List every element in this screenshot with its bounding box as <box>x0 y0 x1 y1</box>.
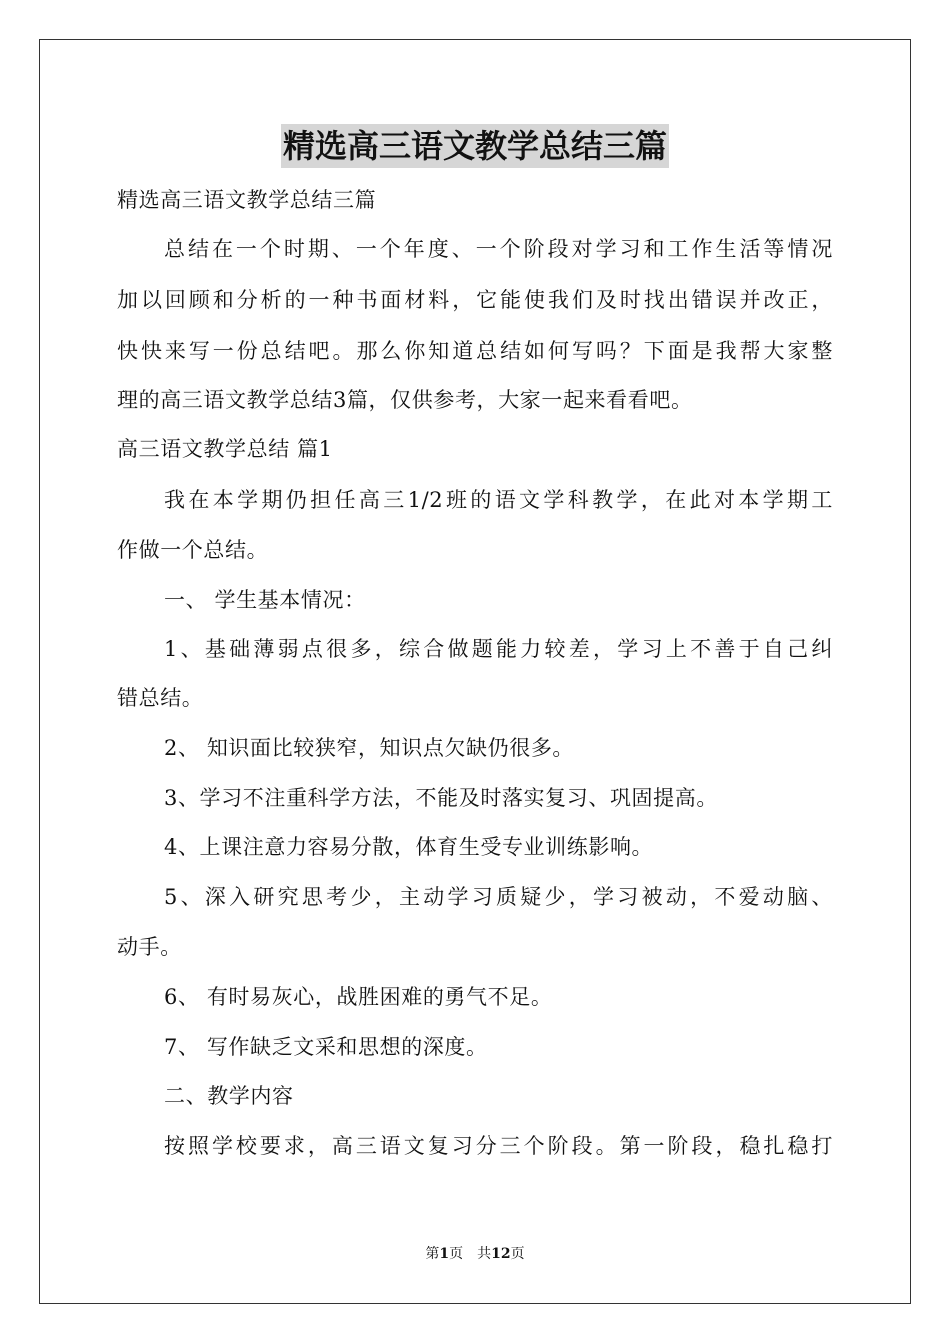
page-footer <box>0 1245 950 1263</box>
list-item: 6、 有时易灰心，战胜困难的勇气不足。 <box>164 985 553 1009</box>
page-border <box>39 39 911 1304</box>
paragraph-line: 作做一个总结。 <box>117 538 269 562</box>
footer-suffix: 页 <box>510 1246 525 1262</box>
list-item-continuation: 错总结。 <box>117 686 204 710</box>
subsection-heading: 二、教学内容 <box>164 1084 294 1108</box>
paragraph-line: 快快来写一份总结吧。那么你知道总结如何写吗？下面是我帮大家整 <box>117 339 833 363</box>
footer-total-pages: 12 <box>491 1246 511 1262</box>
section-heading: 高三语文教学总结 篇1 <box>117 437 333 461</box>
paragraph-line: 加以回顾和分析的一种书面材料，它能使我们及时找出错误并改正， <box>117 288 833 312</box>
list-item: 1、基础薄弱点很多，综合做题能力较差，学习上不善于自己纠 <box>164 637 833 661</box>
title-container <box>0 124 950 168</box>
paragraph-line: 理的高三语文教学总结3篇，仅供参考，大家一起来看看吧。 <box>117 388 693 412</box>
paragraph-line: 总结在一个时期、一个年度、一个阶段对学习和工作生活等情况 <box>164 237 833 261</box>
list-item: 5、深入研究思考少，主动学习质疑少，学习被动，不爱动脑、 <box>164 885 833 909</box>
footer-prefix: 第 <box>425 1246 440 1262</box>
paragraph-line: 我在本学期仍担任高三1/2班的语文学科教学，在此对本学期工 <box>164 488 833 512</box>
list-item: 7、 写作缺乏文采和思想的深度。 <box>164 1035 488 1059</box>
paragraph-line: 按照学校要求，高三语文复习分三个阶段。第一阶段，稳扎稳打 <box>164 1134 833 1158</box>
document-title: 精选高三语文教学总结三篇 <box>281 124 669 168</box>
subtitle-line: 精选高三语文教学总结三篇 <box>117 188 377 212</box>
subsection-heading: 一、 学生基本情况： <box>164 588 366 612</box>
footer-current-page: 1 <box>439 1246 450 1262</box>
list-item: 2、 知识面比较狭窄，知识点欠缺仍很多。 <box>164 736 575 760</box>
list-item-continuation: 动手。 <box>117 935 182 959</box>
footer-mid: 页 共 <box>449 1246 492 1262</box>
list-item: 4、上课注意力容易分散，体育生受专业训练影响。 <box>164 835 654 859</box>
list-item: 3、学习不注重科学方法，不能及时落实复习、巩固提高。 <box>164 786 718 810</box>
